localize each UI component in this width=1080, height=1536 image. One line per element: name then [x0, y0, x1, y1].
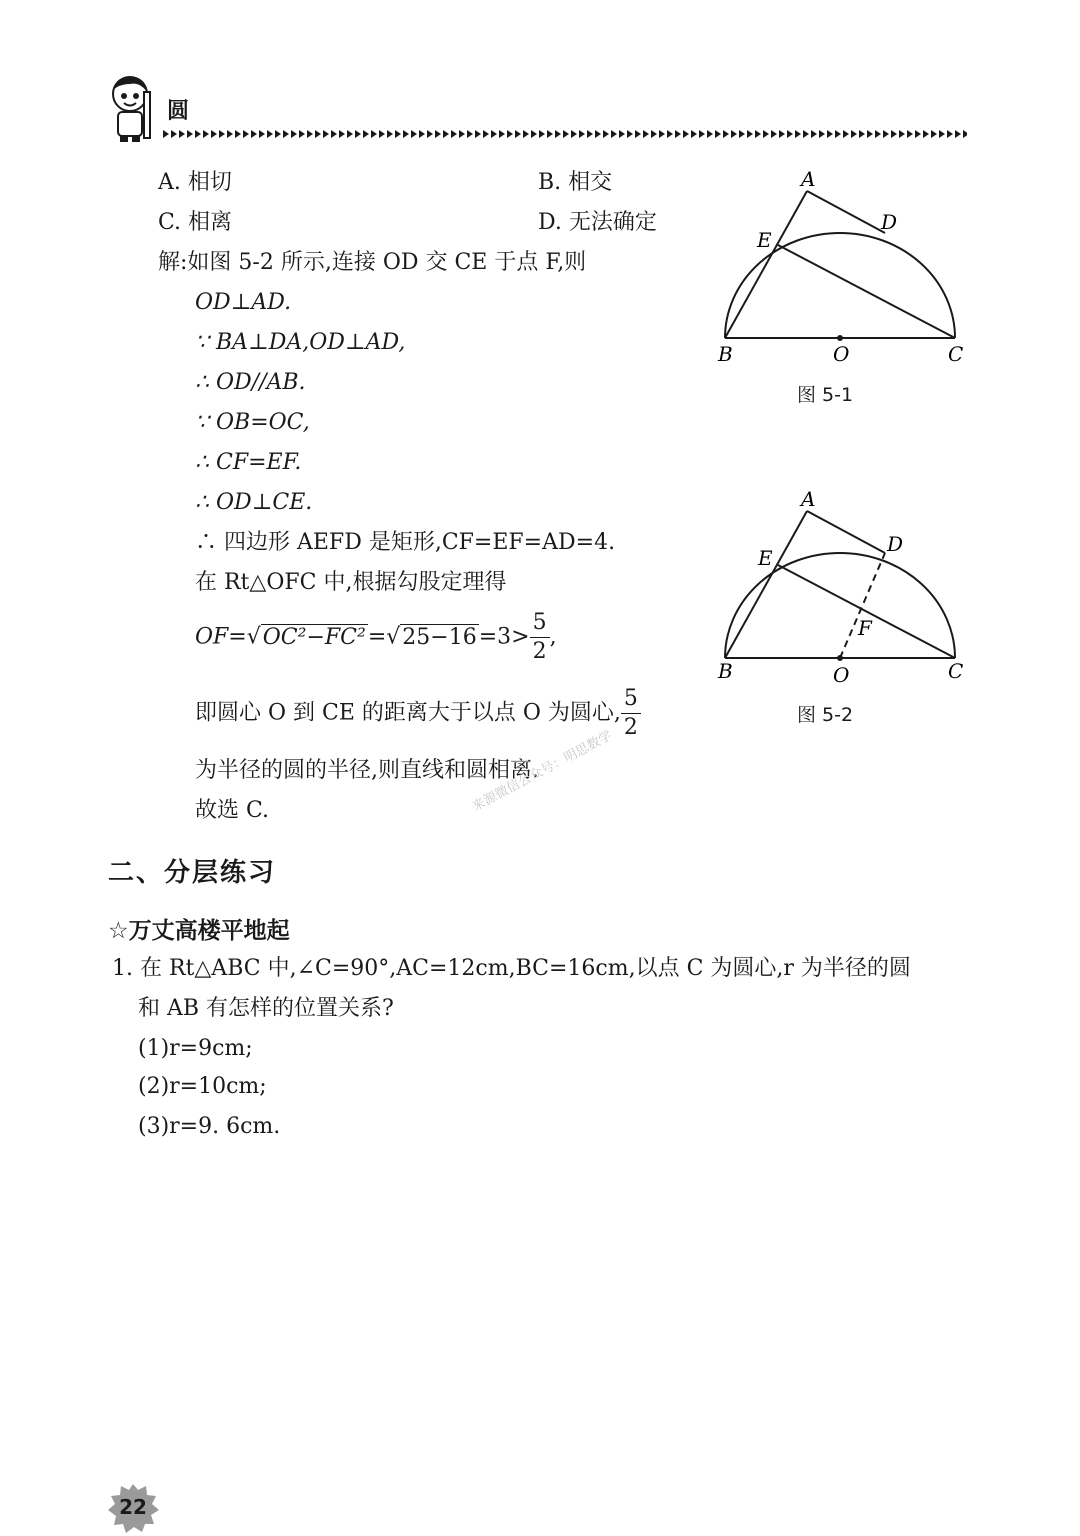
section-subheading: ☆万丈高楼平地起	[108, 918, 290, 944]
solution-line-5: ∵ OB=OC,	[195, 410, 310, 435]
fig1-label-c: C	[948, 342, 964, 366]
solution-line-4: ∴ OD//AB.	[195, 370, 306, 395]
eq-lhs: OF=	[195, 624, 247, 650]
option-d: D. 无法确定	[538, 210, 657, 235]
solution-line-11	[195, 688, 641, 739]
solution-equation	[195, 612, 557, 663]
fig2-label-f: F	[858, 616, 872, 640]
eq-sqrt-2: 25−16	[402, 624, 477, 650]
solution-line-12: 为半径的圆的半径,则直线和圆相离.	[195, 758, 539, 783]
eq-mid: =	[367, 624, 387, 650]
fig1-line-ba	[725, 191, 807, 338]
solution-line-3: ∵ BA⊥DA,OD⊥AD,	[195, 330, 406, 355]
option-a: A. 相切	[158, 170, 232, 195]
page-number: 22	[119, 1495, 147, 1519]
watermark: 来源微信公众号：明思数学	[469, 728, 615, 815]
fig1-label-d: D	[881, 210, 898, 234]
fig1-line-ec	[778, 245, 955, 338]
option-b: B. 相交	[538, 170, 613, 195]
page-number-badge	[104, 1478, 162, 1536]
header-arrow-rule	[162, 128, 967, 140]
option-c: C. 相离	[158, 210, 233, 235]
eq-fraction-den: 2	[532, 639, 547, 664]
solution-line-13: 故选 C.	[195, 798, 270, 823]
section-heading: 二、分层练习	[108, 858, 277, 888]
cartoon-boy-icon	[100, 72, 160, 144]
solution-line-9: 在 Rt△OFC 中,根据勾股定理得	[195, 570, 507, 595]
eq-sqrt-1: OC²−FC²	[262, 624, 366, 650]
solution-line-1: 解:如图 5-2 所示,连接 OD 交 CE 于点 F,则	[158, 250, 587, 275]
fig2-label-d: D	[887, 532, 904, 556]
fig2-label-c: C	[948, 659, 964, 683]
line11-fraction	[621, 688, 641, 739]
eq-fraction-num: 5	[530, 612, 550, 638]
fig1-label-b: B	[718, 342, 733, 366]
fig2-line-ba	[725, 511, 807, 658]
line11-fraction-den: 2	[623, 715, 638, 740]
fig1-point-o	[837, 335, 843, 341]
solution-line-11-text: 即圆心 O 到 CE 的距离大于以点 O 为圆心,	[195, 700, 621, 726]
fig2-label-b: B	[718, 659, 733, 683]
fig2-label-o: O	[833, 663, 850, 687]
solution-line-6: ∴ CF=EF.	[195, 450, 302, 475]
figure-5-1	[710, 165, 980, 370]
header-mascot	[100, 72, 160, 144]
header-title: 圆	[167, 99, 190, 124]
eq-rhs: =3>	[478, 624, 530, 650]
fig1-label-a: A	[801, 167, 816, 191]
fig2-line-od-dashed	[840, 553, 885, 658]
fig1-label-e: E	[757, 228, 772, 252]
question-1-sub-1: (1)r=9cm;	[138, 1036, 253, 1061]
sqrt-sign-1: √	[246, 624, 261, 650]
fig1-line-ad	[807, 191, 885, 233]
fig2-label-e: E	[758, 546, 773, 570]
fig2-line-ad	[807, 511, 885, 553]
figure-5-1-caption: 图 5-1	[797, 384, 854, 406]
figure-5-2-caption: 图 5-2	[797, 704, 854, 726]
question-1-sub-3: (3)r=9. 6cm.	[138, 1114, 281, 1139]
figure-5-2	[710, 485, 980, 690]
fig2-point-o	[837, 655, 843, 661]
fig1-label-o: O	[833, 342, 850, 366]
question-1-line-2: 和 AB 有怎样的位置关系?	[138, 996, 394, 1021]
eq-fraction	[530, 612, 550, 663]
sqrt-sign-2: √	[386, 624, 401, 650]
question-1-sub-2: (2)r=10cm;	[138, 1074, 267, 1099]
line11-fraction-num: 5	[621, 688, 641, 714]
question-1-line-1: 1. 在 Rt△ABC 中,∠C=90°,AC=12cm,BC=16cm,以点 C 为圆心,r 为半径的圆	[112, 956, 911, 981]
fig2-line-ec	[778, 565, 955, 658]
solution-line-8: ∴ 四边形 AEFD 是矩形,CF=EF=AD=4.	[195, 530, 616, 555]
solution-line-7: ∴ OD⊥CE.	[195, 490, 313, 515]
fig2-label-a: A	[801, 487, 816, 511]
solution-line-2: OD⊥AD.	[195, 290, 292, 315]
eq-end: ,	[549, 624, 557, 650]
